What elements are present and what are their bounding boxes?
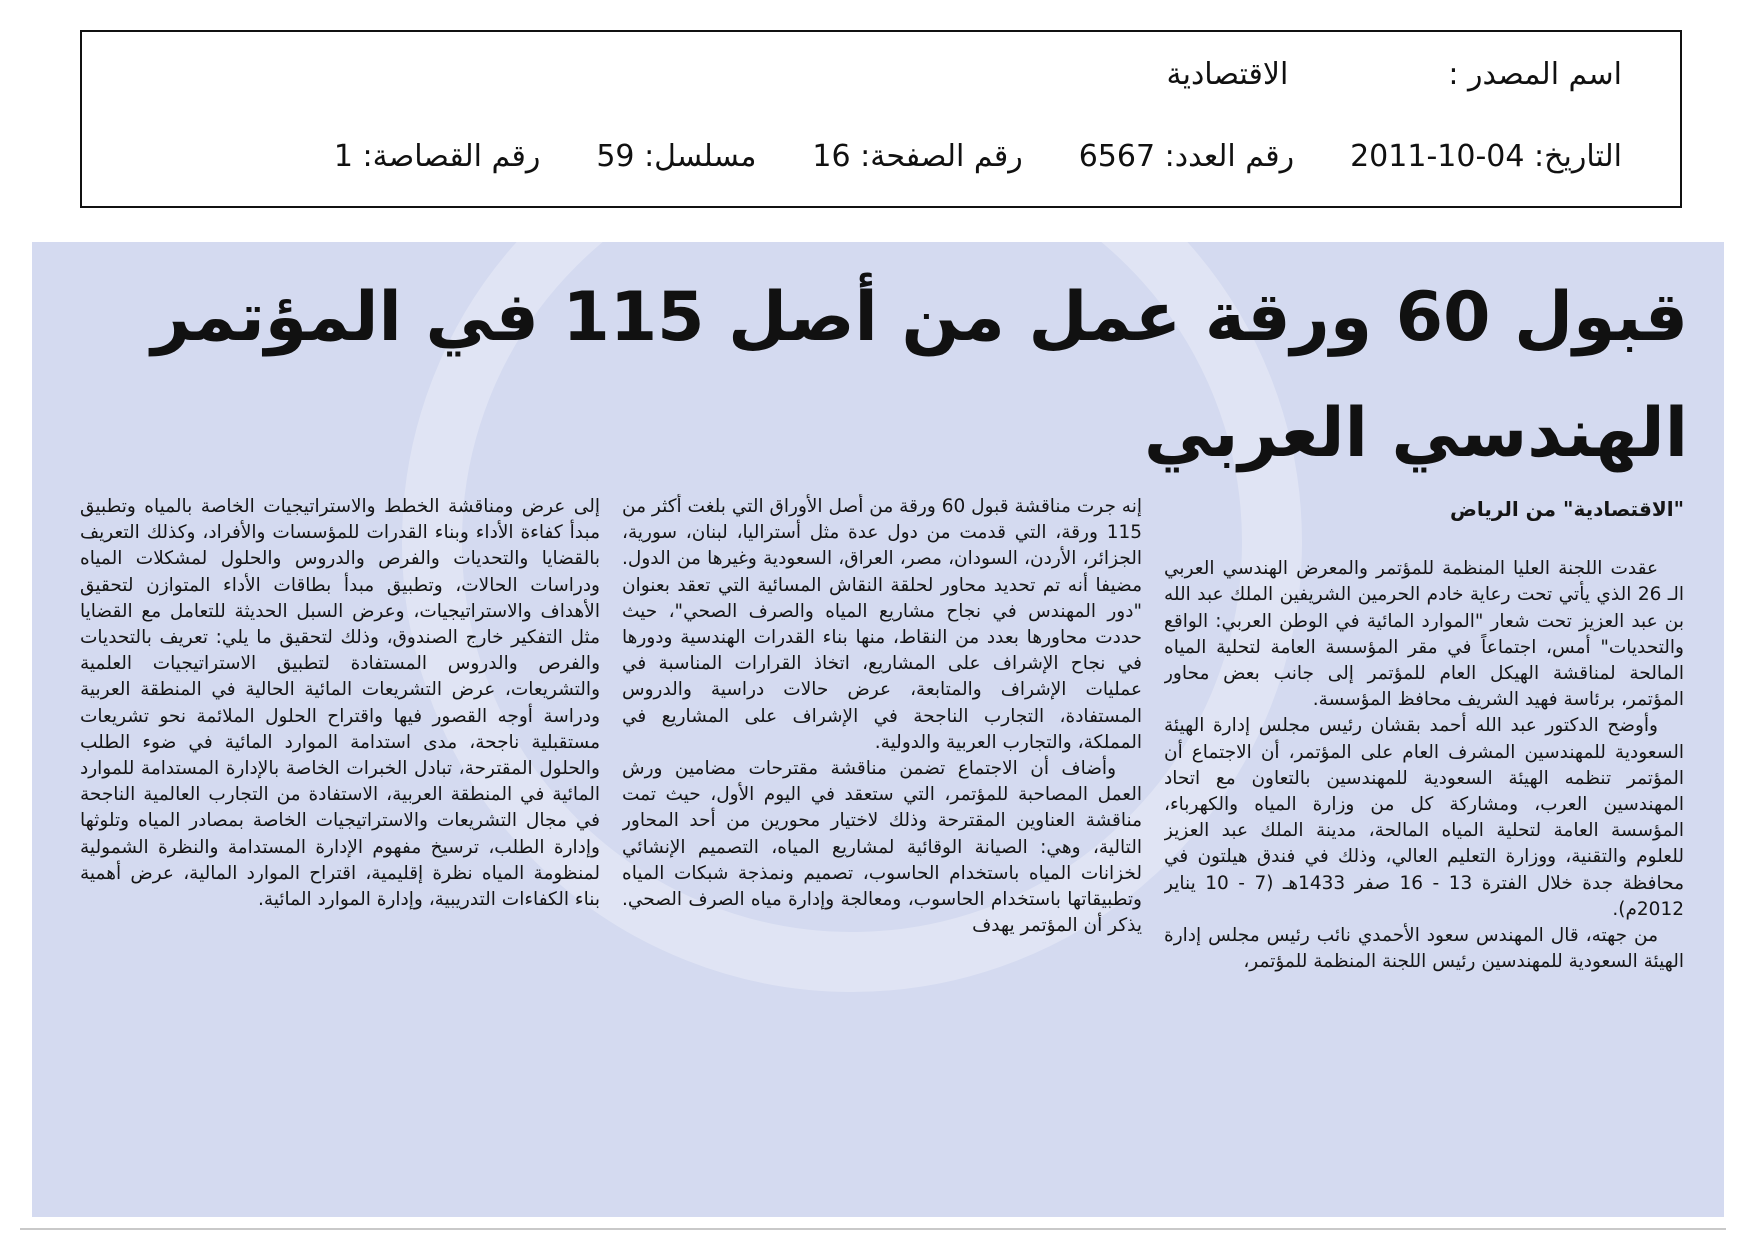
article-column-1 (1164, 494, 1684, 1194)
paragraph: من جهته، قال المهندس سعود الأحمدي نائب رئيس مجلس إدارة الهيئة السعودية للمهندسين رئيس اللجنة المنظمة للمؤتمر، (1164, 925, 1684, 973)
page-bottom-divider (20, 1228, 1726, 1230)
source-metadata-box (80, 30, 1682, 208)
details-row (122, 134, 1622, 178)
clipping-number-field: رقم القصاصة: 1 (333, 138, 541, 174)
paragraph: إنه جرت مناقشة قبول 60 ورقة من أصل الأوراق التي بلغت أكثر من 115 ورقة، التي قدمت من دول عدة مثل أستراليا، لبنان، سورية، الجزائر، الأردن، السودان، مصر، العراق، السعودية وغيرها من الدول. مضيفا أنه تم تحديد محاور لحلقة النقاش المسائية التي تعقد بعنوان "دور المهندس في نجاح مشاريع المياه والصرف الصحي"، حيث حددت محاورها بعدد من النقاط، منها بناء القدرات الهندسية ودورها في نجاح الإشراف على المشاريع، اتخاذ القرارات المناسبة في عمليات الإشراف والمتابعة، عرض حالات دراسية والدروس المستفادة، التجارب الناجحة في الإشراف على المشاريع في المملكة، والتجارب العربية والدولية. (622, 496, 1142, 753)
newspaper-clipping (32, 242, 1724, 1217)
source-row (122, 52, 1622, 96)
paragraph: وأوضح الدكتور عبد الله أحمد بقشان رئيس مجلس إدارة الهيئة السعودية للمهندسين المشرف العام على المؤتمر، أن الاجتماع أن المؤتمر تنظمه الهيئة السعودية للمهندسين بالتعاون مع اتحاد المهندسين العرب، ومشاركة كل من وزارة المياه والكهرباء، المؤسسة العامة لتحلية المياه المالحة، مدينة الملك عبد العزيز للعلوم والتقنية، ووزارة التعليم العالي، وذلك في فندق هيلتون في محافظة جدة خلال الفترة 13 - 16 صفر 1433هـ (7 - 10 يناير 2012م). (1164, 715, 1684, 920)
article-column-3 (80, 494, 600, 1194)
source-value: الاقتصادية (1166, 56, 1289, 92)
article-headline: قبول 60 ورقة عمل من أصل 115 في المؤتمر الهندسي العربي (151, 278, 1688, 473)
page-number-field: رقم الصفحة: 16 (812, 138, 1023, 174)
date-field: التاريخ: 04-10-2011 (1350, 138, 1622, 174)
source-label: اسم المصدر : (1448, 56, 1622, 92)
paragraph: عقدت اللجنة العليا المنظمة للمؤتمر والمعرض الهندسي العربي الـ 26 الذي يأتي تحت رعاية خادم الحرمين الشريفين الملك عبد الله بن عبد العزيز تحت شعار "الموارد المائية في الوطن العربي: الواقع والتحديات" أمس، اجتماعاً في مقر المؤسسة العامة لتحلية المياه المالحة لمناقشة الهيكل العام للمؤتمر إلى جانب بعض محاور المؤتمر، برئاسة فهيد الشريف محافظ المؤسسة. (1164, 558, 1684, 711)
paragraph: وأضاف أن الاجتماع تضمن مناقشة مقترحات مضامين ورش العمل المصاحبة للمؤتمر، التي ستعقد في اليوم الأول، حيث تمت مناقشة العناوين المقترحة وذلك لاختيار محورين من أحد المحاور التالية، وهي: الصيانة الوقائية لمشاريع المياه، التصميم الإنشائي لخزانات المياه باستخدام الحاسوب، تصميم ونمذجة شبكات المياه وتطبيقاتها باستخدام الحاسوب، ومعالجة وإدارة مياه الصرف الصحي. يذكر أن المؤتمر يهدف (622, 758, 1142, 937)
serial-field: مسلسل: 59 (596, 138, 757, 174)
article-byline: "الاقتصادية" من الرياض (1449, 497, 1684, 521)
paragraph: إلى عرض ومناقشة الخطط والاستراتيجيات الخاصة بالمياه وتطبيق مبدأ كفاءة الأداء وبناء القدرات للمؤسسات والأفراد، وكذلك التعريف بالقضايا والتحديات والفرص والدروس والحلول لمشكلات المياه ودراسات الحالات، وتطبيق مبدأ بطاقات الأداء المتوازن لتحقيق الأهداف والاستراتيجيات، وعرض السبل الحديثة للتعامل مع القضايا مثل التفكير خارج الصندوق، وذلك لتحقيق ما يلي: تعريف بالتحديات والفرص والدروس المستفادة لتطبيق الاستراتيجيات العلمية والتشريعات، عرض التشريعات المائية الحالية في المنطقة العربية ودراسة أوجه القصور فيها واقتراح الحلول الملائمة نحو تشريعات مستقبلية ناجحة، مدى استدامة الموارد المائية في ضوء الطلب والحلول المقترحة، تبادل الخبرات الخاصة بالإدارة المستدامة للموارد المائية في المنطقة العربية، الاستفادة من التجارب العالمية الناجحة في مجال التشريعات والاستراتيجيات الخاصة بمصادر المياه وتلوثها وإدارة الطلب، ترسيخ مفهوم الإدارة المستدامة والنظرة الشمولية لمنظومة المياه نظرة إقليمية، اقتراح الموارد المالية، عرض أهمية بناء الكفاءات التدريبية، وإدارة الموارد المائية. (80, 496, 600, 911)
issue-number-field: رقم العدد: 6567 (1078, 138, 1295, 174)
article-column-2 (622, 494, 1142, 1194)
